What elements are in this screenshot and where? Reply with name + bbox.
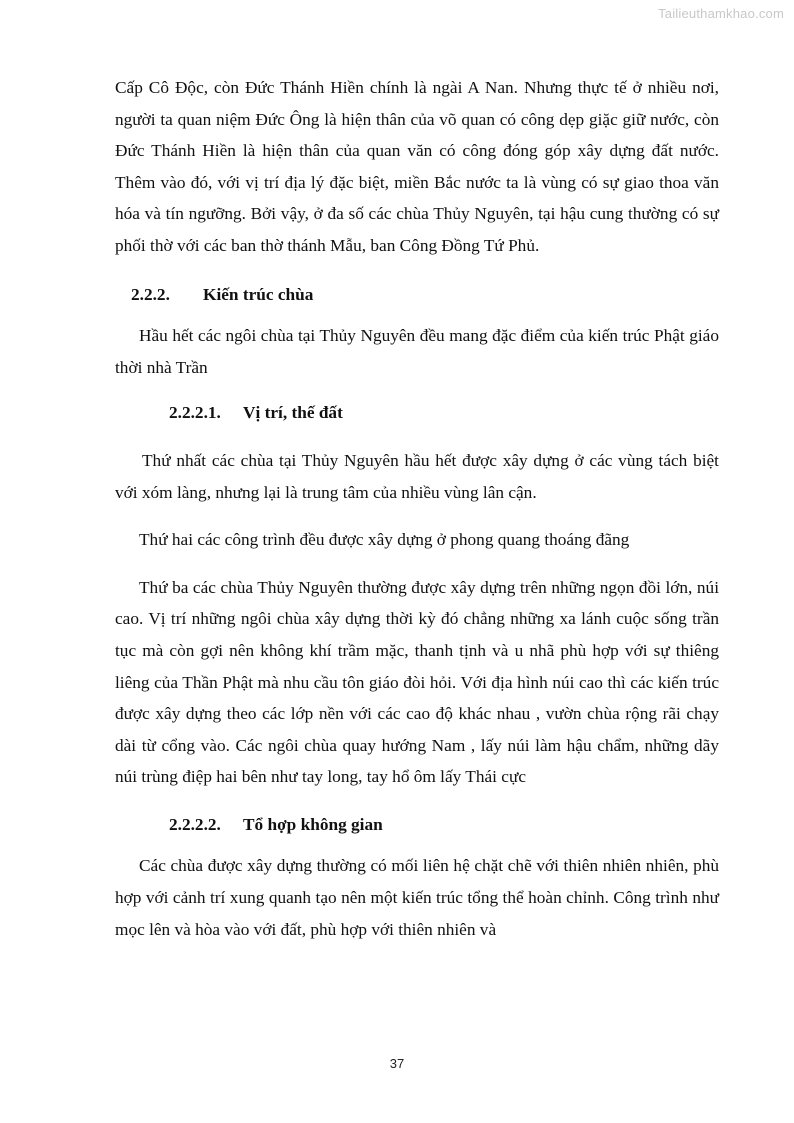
paragraph-location-2: Thứ hai các công trình đều được xây dựng ở phong quang thoáng đãng <box>139 530 630 550</box>
page-body <box>115 72 719 945</box>
paragraph-architecture: Hầu hết các ngôi chùa tại Thủy Nguyên đều mang đặc điểm của kiến trúc Phật giáo thời nhà Trần <box>115 326 719 377</box>
heading-title: Vị trí, thế đất <box>243 403 343 423</box>
paragraph-intro: Cấp Cô Độc, còn Đức Thánh Hiền chính là ngài A Nan. Nhưng thực tế ở nhiều nơi, người ta quan niệm Đức Ông là hiện thân của võ quan có công dẹp giặc giữ nước, còn Đức Thánh Hiền là hiện thân của quan văn có công đóng góp xây dựng đất nước. Thêm vào đó, với vị trí địa lý đặc biệt, miền Bắc nước ta là vùng có sự giao thoa văn hóa và tín ngưỡng. Bởi vậy, ở đa số các chùa Thủy Nguyên, tại hậu cung thường có sự phối thờ với các ban thờ thánh Mẫu, ban Công Đồng Tứ Phủ. <box>115 78 719 255</box>
heading-2-2-2-1 <box>115 397 719 429</box>
heading-2-2-2 <box>115 279 719 311</box>
heading-title: Kiến trúc chùa <box>203 284 314 304</box>
heading-title: Tổ hợp không gian <box>243 814 383 834</box>
heading-2-2-2-2 <box>115 809 719 841</box>
paragraph-space: Các chùa được xây dựng thường có mối liên hệ chặt chẽ với thiên nhiên nhiên, phù hợp với cảnh trí xung quanh tạo nên một kiến trúc tổng thể hoàn chỉnh. Công trình như mọc lên và hòa vào với đất, phù hợp với thiên nhiên và <box>115 856 719 939</box>
page-number: 37 <box>389 1056 405 1071</box>
paragraph-location-1: Thứ nhất các chùa tại Thủy Nguyên hầu hết được xây dựng ở các vùng tách biệt với xóm làng, nhưng lại là trung tâm của nhiều vùng lân cận. <box>115 450 719 502</box>
heading-number: 2.2.2.1. <box>169 403 221 423</box>
watermark-text: Tailieuthamkhao.com <box>658 6 784 21</box>
paragraph-location-3: Thứ ba các chùa Thủy Nguyên thường được xây dựng trên những ngọn đồi lớn, núi cao. Vị trí những ngôi chùa xây dựng thời kỳ đó chẳng những xa lánh cuộc sống trần tục mà còn gợi nên không khí trầm mặc, thanh tịnh và u nhã phù hợp với sự thiêng liêng của Thần Phật mà nhu cầu tôn giáo đòi hỏi. Với địa hình núi cao thì các kiến trúc được xây dựng theo các lớp nền với các cao độ khác nhau , vườn chùa rộng rãi chạy dài từ cổng vào. Các ngôi chùa quay hướng Nam , lấy núi làm hậu chẩm, những dãy núi trùng điệp hai bên như tay long, tay hổ ôm lấy Thái cực <box>115 577 719 787</box>
heading-number: 2.2.2.2. <box>169 814 221 834</box>
heading-number: 2.2.2. <box>131 284 170 304</box>
